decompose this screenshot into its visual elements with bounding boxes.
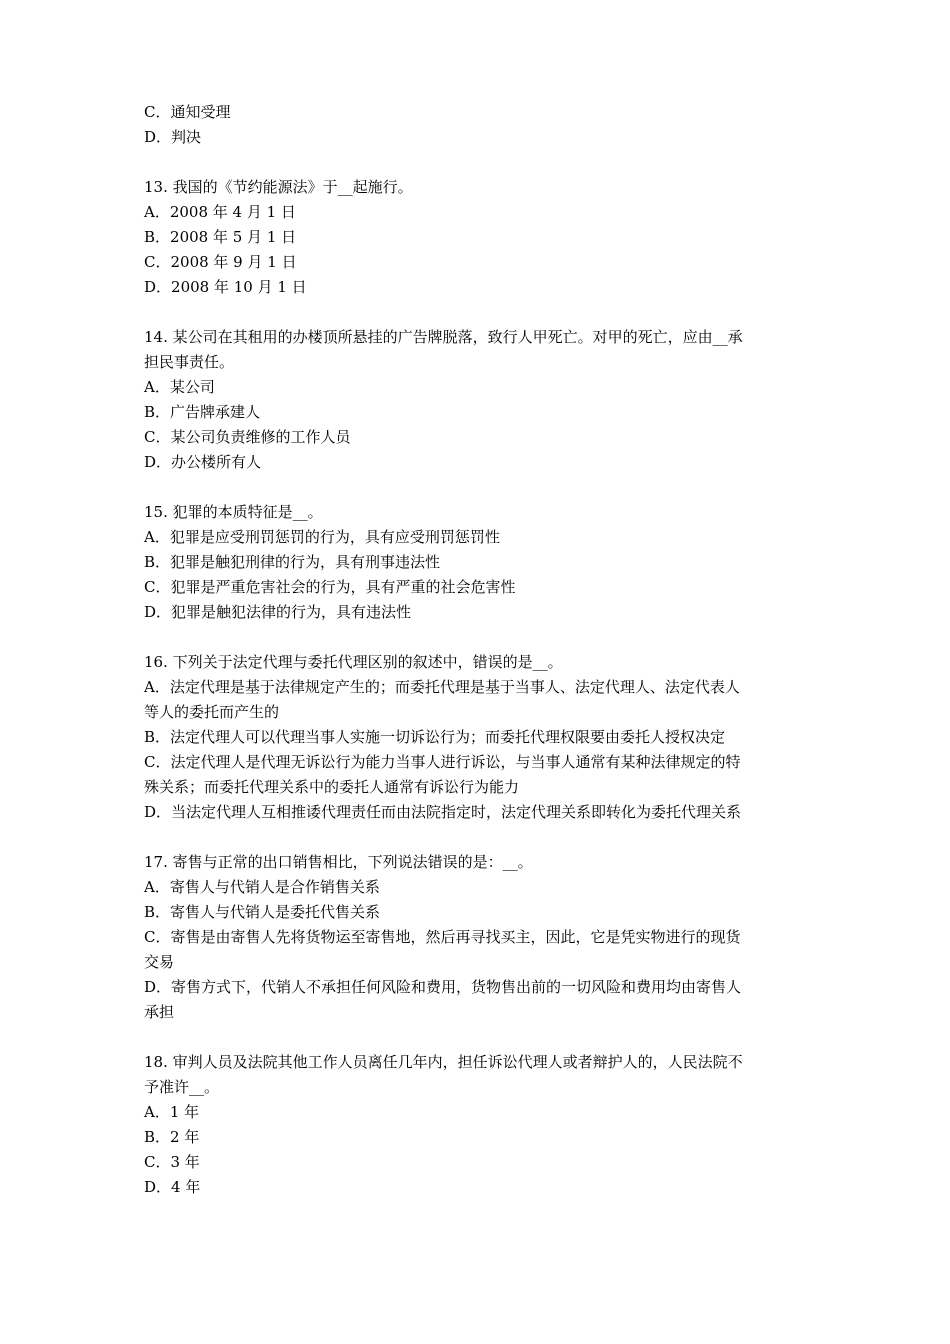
option-d: D．当法定代理人互相推诿代理责任而由法院指定时，法定代理关系即转化为委托代理关系 [144,803,742,821]
option-d-line-1: D．寄售方式下，代销人不承担任何风险和费用，货物售出前的一切风险和费用均由寄售人 [144,978,742,996]
question-stem-line-1: 14. 某公司在其租用的办楼顶所悬挂的广告牌脱落，致行人甲死亡。对甲的死亡，应由__承 [144,328,743,346]
option-c-line-1: C．法定代理人是代理无诉讼行为能力当事人进行诉讼，与当事人通常有某种法律规定的特 [144,753,741,771]
option-a: A．2008 年 4 月 1 日 [144,203,296,221]
question-stem: 15. 犯罪的本质特征是__。 [144,503,323,521]
document-page [144,100,816,1200]
option-d-line-2: 承担 [144,1003,175,1021]
question-16 [144,650,816,825]
question-17 [144,850,816,1025]
question-stem-line-1: 18. 审判人员及法院其他工作人员离任几年内，担任诉讼代理人或者辩护人的，人民法院不 [144,1053,743,1071]
spacer [144,300,816,325]
option-b: B．2 年 [144,1128,200,1146]
option-c: C．某公司负责维修的工作人员 [144,428,351,446]
option-a: A．寄售人与代销人是合作销售关系 [144,878,380,896]
option-a: A．1 年 [144,1103,200,1121]
option-a: A．犯罪是应受刑罚惩罚的行为，具有应受刑罚惩罚性 [144,528,500,546]
option-b: B．法定代理人可以代理当事人实施一切诉讼行为；而委托代理权限要由委托人授权决定 [144,728,726,746]
question-stem: 16. 下列关于法定代理与委托代理区别的叙述中，错误的是__。 [144,653,563,671]
question-12-options-tail [144,100,816,150]
option-a: A．某公司 [144,378,215,396]
question-18 [144,1050,816,1200]
option-d: D．2008 年 10 月 1 日 [144,278,307,296]
option-a-line-1: A．法定代理是基于法律规定产生的；而委托代理是基于当事人、法定代理人、法定代表人 [144,678,740,696]
spacer [144,150,816,175]
option-c: C．通知受理 [144,103,231,121]
question-stem-line-2: 担民事责任。 [144,353,235,371]
question-stem: 13. 我国的《节约能源法》于__起施行。 [144,178,413,196]
option-b: B．2008 年 5 月 1 日 [144,228,297,246]
question-stem-line-2: 予准许__。 [144,1078,220,1096]
question-stem: 17. 寄售与正常的出口销售相比，下列说法错误的是：__。 [144,853,533,871]
option-b: B．广告牌承建人 [144,403,261,421]
question-15 [144,500,816,625]
option-c: C．3 年 [144,1153,200,1171]
spacer [144,625,816,650]
option-d: D．办公楼所有人 [144,453,262,471]
option-b: B．寄售人与代销人是委托代售关系 [144,903,381,921]
question-14 [144,325,816,475]
option-c: C．2008 年 9 月 1 日 [144,253,297,271]
spacer [144,1025,816,1050]
option-a-line-2: 等人的委托而产生的 [144,703,280,721]
option-d: D．4 年 [144,1178,201,1196]
option-d: D．判决 [144,128,202,146]
option-c: C．犯罪是严重危害社会的行为，具有严重的社会危害性 [144,578,516,596]
option-d: D．犯罪是触犯法律的行为，具有违法性 [144,603,412,621]
option-c-line-2: 殊关系；而委托代理关系中的委托人通常有诉讼行为能力 [144,778,520,796]
question-13 [144,175,816,300]
option-b: B．犯罪是触犯刑律的行为，具有刑事违法性 [144,553,441,571]
option-c-line-2: 交易 [144,953,175,971]
spacer [144,475,816,500]
spacer [144,825,816,850]
option-c-line-1: C．寄售是由寄售人先将货物运至寄售地，然后再寻找买主，因此，它是凭实物进行的现货 [144,928,741,946]
